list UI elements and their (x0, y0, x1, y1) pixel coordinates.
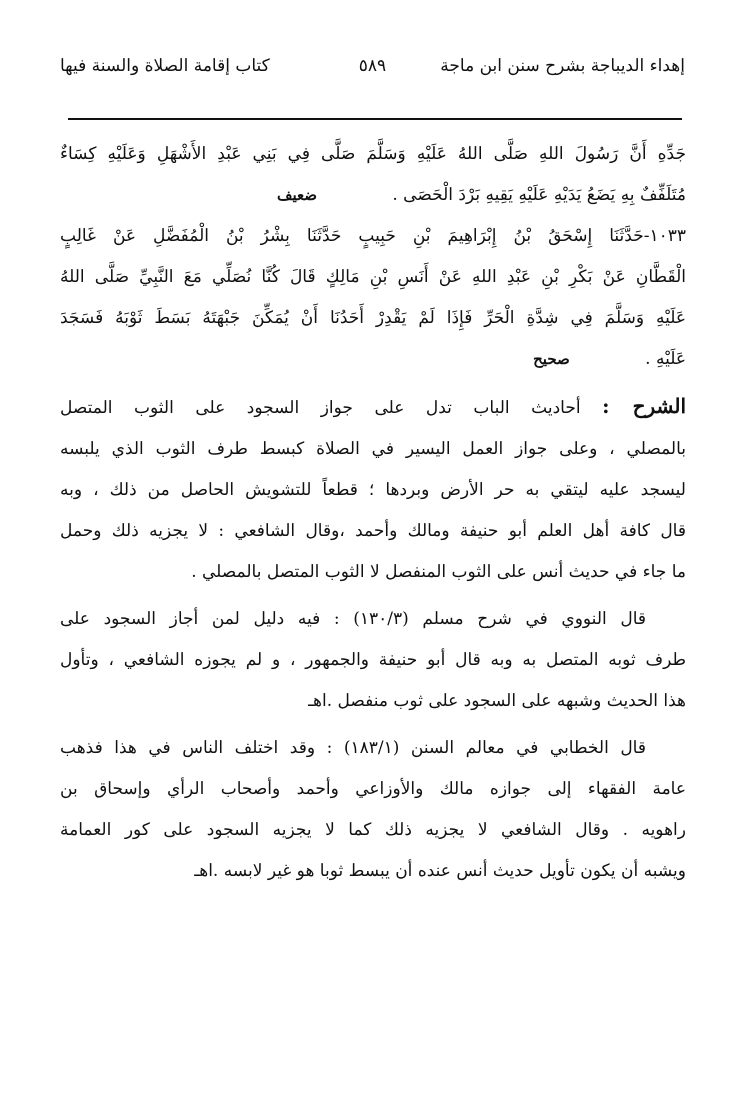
hadith-grade-weak: ضعيف (276, 186, 317, 204)
hadith-1033-text-end: عَلَيْهِ . (645, 349, 686, 369)
chapter-title: كتاب إقامة الصلاة والسنة فيها (60, 56, 270, 76)
khattabi-line-2: عامة الفقهاء إلى جوازه مالك والأوزاعي وأحمد وأصحاب الرأي وإسحاق بن (60, 779, 686, 799)
khattabi-line-1 (60, 728, 686, 769)
hadith-1033-line-3: عَلَيْهِ وَسَلَّمَ فِي شِدَّةِ الْحَرِّ فَإِذَا لَمْ يَقْدِرْ أَحَدُنَا أَنْ يُمَكِّنَ جَبْهَتَهُ بَسَطَ ثَوْبَهُ فَسَجَدَ (60, 308, 686, 328)
sharh-line-1 (60, 386, 686, 429)
book-title: إهداء الديباجة بشرح سنن ابن ماجة (440, 56, 685, 76)
nawawi-text-1: قال النووي في شرح مسلم (١٣٠/٣) : فيه دليل لمن أجاز السجود على (60, 609, 647, 629)
hadith-1033-line-2: الْقَطَّانِ عَنْ بَكْرِ بْنِ عَبْدِ اللهِ عَنْ أَنَسِ بْنِ مَالِكٍ قَالَ كُنَّا نُصَلِّي مَعَ النَّبِيِّ صَلَّى اللهُ (60, 267, 686, 287)
khattabi-line-4: ويشبه أن يكون تأويل حديث أنس عنده أن يبسط ثوبا هو غير لابسه .اهـ (194, 861, 686, 881)
page-header (60, 56, 685, 90)
hadith-prev-text: مُتَلَفِّفٌ بِهِ يَضَعُ يَدَيْهِ عَلَيْهِ يَقِيهِ بَرْدَ الْحَصَى . (392, 185, 686, 205)
sharh-line-3: ليسجد عليه ليتقي به حر الأرض وبردها ؛ قطعاً للتشويش الحاصل من ذلك ، وبه (60, 480, 686, 500)
khattabi-line-3: راهويه . وقال الشافعي لا يجزيه ذلك كما لا يجزيه السجود على كور العمامة (60, 820, 686, 840)
header-rule (68, 118, 682, 120)
hadith-prev-line-2 (60, 175, 686, 216)
khattabi-text-1: قال الخطابي في معالم السنن (١٨٣/١) : وقد اختلف الناس في هذا فذهب (60, 738, 646, 758)
sharh-line-5: ما جاء في حديث أنس على الثوب المنفصل لا الثوب المتصل بالمصلي . (191, 562, 686, 582)
hadith-1033-line-4 (60, 339, 686, 380)
nawawi-line-1 (60, 599, 686, 640)
sharh-line-4: قال كافة أهل العلم أبو حنيفة ومالك وأحمد ،وقال الشافعي : لا يجزيه ذلك وحمل (60, 521, 686, 541)
nawawi-line-3: هذا الحديث وشبهه على السجود على ثوب منفصل .اهـ (308, 691, 686, 711)
hadith-grade-sahih: صحيح (533, 350, 570, 368)
hadith-prev-line-1: جَدِّهِ أَنَّ رَسُولَ اللهِ صَلَّى اللهُ عَلَيْهِ وَسَلَّمَ صَلَّى فِي بَنِي عَبْدِ الأَشْهَلِ وَعَلَيْهِ كِسَاءٌ (60, 144, 686, 164)
hadith-1033-line-1: ١٠٣٣-حَدَّثَنَا إِسْحَقُ بْنُ إِبْرَاهِيمَ بْنِ حَبِيبٍ حَدَّثَنَا بِشْرُ بْنُ الْمُفَضَّلِ عَنْ غَالِبٍ (60, 226, 686, 246)
page-number: ٥٨٩ (358, 56, 387, 76)
sharh-text-1: أحاديث الباب تدل على جواز السجود على الثوب المتصل (60, 398, 581, 418)
nawawi-line-2: طرف ثوبه المتصل به وبه قال أبو حنيفة والجمهور ، و لم يجوزه الشافعي ، وتأول (60, 650, 686, 670)
sharh-line-2: بالمصلي ، وعلى جواز العمل اليسير في الصلاة كبسط طرف الثوب الذي يلبسه (60, 439, 686, 459)
page-body (60, 134, 686, 892)
sharh-label: الشرح : (602, 394, 687, 418)
